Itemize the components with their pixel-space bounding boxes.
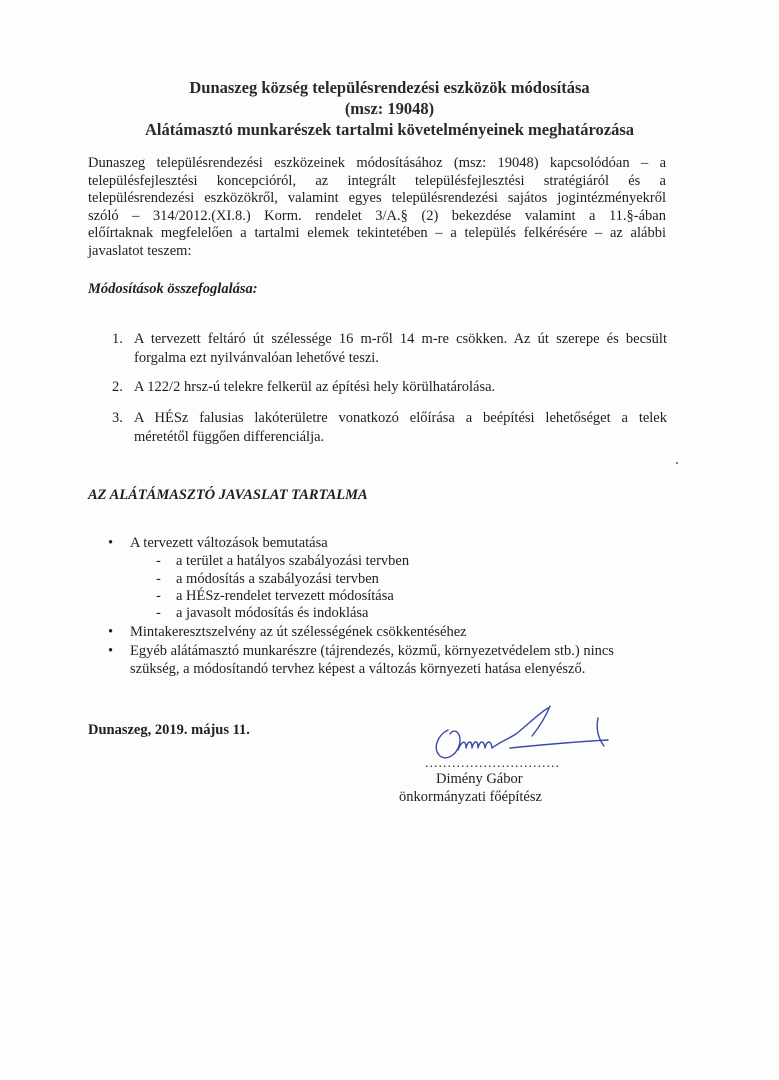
dash-icon: - bbox=[156, 571, 161, 587]
sub-item-text: a módosítás a szabályozási tervben bbox=[176, 571, 379, 587]
sub-item-text: a HÉSz-rendelet tervezett módosítása bbox=[176, 588, 394, 604]
intro-line: Dunaszeg településrendezési eszközeinek módosításához (msz: 19048) kapcsolódóan – a bbox=[88, 155, 666, 171]
sub-item-text: a terület a hatályos szabályozási tervben bbox=[176, 553, 410, 569]
document-subtitle: Alátámasztó munkarészek tartalmi követelményeinek meghatározása bbox=[144, 120, 635, 139]
item-text-line: A 122/2 hrsz-ú telekre felkerül az építési hely körülhatárolása. bbox=[134, 379, 496, 395]
bullet-icon: • bbox=[108, 643, 114, 659]
item-text-line: A HÉSz falusias lakóterületre vonatkozó előírása a beépítési lehetőséget a telek bbox=[134, 410, 667, 426]
bullet-text: A tervezett változások bemutatása bbox=[130, 535, 328, 551]
dash-icon: - bbox=[156, 588, 161, 604]
intro-line: javaslatot teszem: bbox=[88, 242, 192, 259]
bullet-text: Egyéb alátámasztó munkarészre (tájrendezés, közmű, környezetvédelem stb.) nincs bbox=[130, 643, 614, 659]
content-heading: AZ ALÁTÁMASZTÓ JAVASLAT TARTALMA bbox=[88, 487, 368, 503]
signer-name: Dimény Gábor bbox=[436, 771, 523, 787]
intro-paragraph bbox=[88, 155, 666, 260]
bullet-text: szükség, a módosítandó tervhez képest a változás környezeti hatása elenyésző. bbox=[130, 661, 586, 677]
intro-line: településfejlesztési koncepcióról, az integrált településfejlesztési stratégiáról és a bbox=[88, 172, 666, 189]
document-title: Dunaszeg község településrendezési eszközök módosítása bbox=[189, 78, 590, 97]
bullet-text: Mintakeresztszelvény az út szélességének csökkentéséhez bbox=[130, 624, 467, 640]
signature-line: .............................. bbox=[425, 756, 560, 771]
item-text-line: A tervezett feltáró út szélessége 16 m-ről 14 m-re csökken. Az út szerepe és becsült bbox=[134, 331, 667, 347]
intro-line: településrendezési eszközökről, valamint egyes településrendezési sajátos jogintézményekről bbox=[88, 190, 666, 206]
place-and-date: Dunaszeg, 2019. május 11. bbox=[88, 722, 250, 738]
signer-title: önkormányzati főépítész bbox=[399, 789, 542, 805]
dash-icon: - bbox=[156, 605, 161, 621]
summary-heading: Módosítások összefoglalása: bbox=[88, 281, 258, 297]
bullet-icon: • bbox=[108, 535, 114, 551]
item-number: 1. bbox=[112, 331, 123, 347]
document-reference-number: (msz: 19048) bbox=[344, 99, 435, 118]
item-text-line: forgalma ezt nyilvánvalóan lehetővé teszi. bbox=[134, 350, 379, 366]
intro-line: előírtaknak megfelelően a tartalmi elemek tekintetében – a település felkérésére – az alábbi bbox=[88, 225, 666, 241]
bullet-icon: • bbox=[108, 624, 114, 640]
dash-icon: - bbox=[156, 553, 161, 569]
scan-speck bbox=[676, 462, 678, 464]
item-number: 3. bbox=[112, 410, 123, 426]
sub-item-text: a javasolt módosítás és indoklása bbox=[176, 605, 369, 621]
item-number: 2. bbox=[112, 379, 123, 395]
item-text-line: méretétől függően differenciálja. bbox=[134, 429, 325, 445]
intro-line: szóló – 314/2012.(XI.8.) Korm. rendelet 3/A.§ (2) bekezdése valamint a 11.§-ában bbox=[88, 207, 666, 224]
